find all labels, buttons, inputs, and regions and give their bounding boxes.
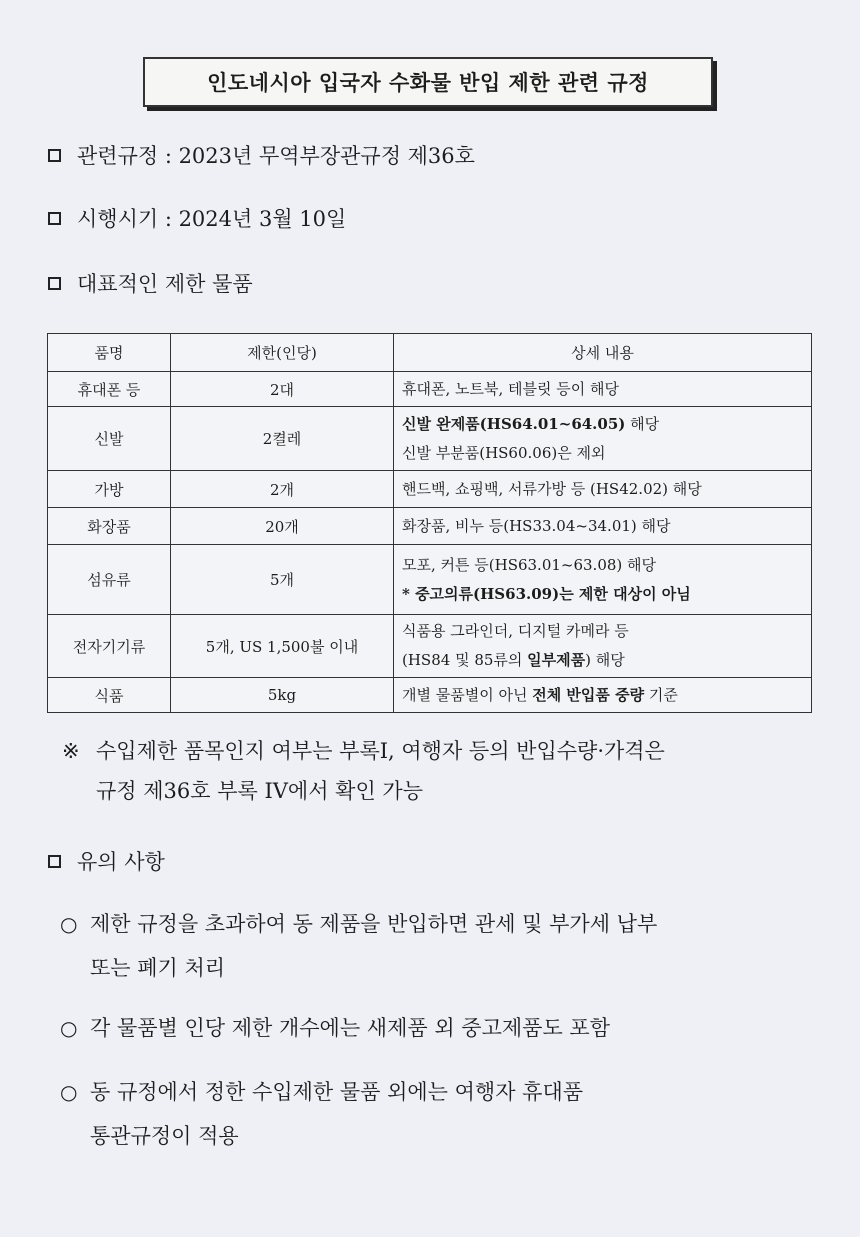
cell-detail: 핸드백, 쇼핑백, 서류가방 등 (HS42.02) 해당 — [394, 471, 812, 508]
cell-limit: 5개, US 1,500불 이내 — [171, 615, 394, 678]
header-item-name: 품명 — [48, 334, 171, 372]
document-title: 인도네시아 입국자 수화물 반입 제한 관련 규정 — [143, 57, 713, 107]
checkbox-square-icon — [48, 855, 61, 868]
reference-note — [62, 731, 802, 811]
caution-line: 동 규정에서 정한 수입제한 물품 외에는 여행자 휴대품 — [90, 1080, 584, 1104]
detail-text: 식품용 그라인더, 디지털 카메라 등 — [402, 622, 629, 640]
caution-item — [60, 902, 810, 990]
effective-date-line — [48, 203, 346, 233]
cell-limit: 5개 — [171, 545, 394, 615]
cell-name: 신발 — [48, 407, 171, 471]
cell-detail — [394, 407, 812, 471]
table-row — [48, 615, 812, 678]
detail-text: 개별 물품별이 아닌 — [402, 685, 533, 704]
circle-bullet-icon: ○ — [60, 912, 78, 936]
table-row — [48, 545, 812, 615]
detail-bold: 일부제품 — [527, 651, 586, 669]
detail-text: 해당 — [625, 414, 660, 433]
cell-name: 식품 — [48, 678, 171, 713]
caution-line: 또는 폐기 처리 — [90, 956, 226, 980]
note-line: 수입제한 품목인지 여부는 부록I, 여행자 등의 반입수량·가격은 — [96, 739, 665, 763]
header-detail: 상세 내용 — [394, 334, 812, 372]
detail-text: 기준 — [644, 685, 678, 704]
detail-text: (HS84 및 85류의 — [402, 651, 528, 669]
cell-limit: 2대 — [171, 372, 394, 407]
caution-line: 각 물품별 인당 제한 개수에는 새제품 외 중고제품도 포함 — [90, 1016, 610, 1040]
cautions-heading-line — [48, 846, 165, 876]
reference-mark-icon: ※ — [62, 739, 80, 763]
circle-bullet-icon: ○ — [60, 1016, 78, 1040]
table-header-row — [48, 334, 812, 372]
checkbox-square-icon — [48, 277, 61, 290]
table-row — [48, 678, 812, 713]
cell-limit: 2개 — [171, 471, 394, 508]
cell-detail — [394, 678, 812, 713]
table-row — [48, 471, 812, 508]
effective-date-text: 시행시기 : 2024년 3월 10일 — [77, 207, 347, 231]
cell-limit: 2켤레 — [171, 407, 394, 471]
cell-detail: 휴대폰, 노트북, 테블릿 등이 해당 — [394, 372, 812, 407]
cell-name: 섬유류 — [48, 545, 171, 615]
detail-text: 모포, 커튼 등(HS63.01~63.08) 해당 — [402, 555, 657, 574]
regulation-line — [48, 140, 475, 170]
detail-bold: * 중고의류(HS63.09)는 제한 대상이 아님 — [402, 584, 691, 603]
table-row — [48, 407, 812, 471]
caution-item — [60, 1006, 810, 1050]
items-heading-text: 대표적인 제한 물품 — [77, 272, 253, 296]
cell-name: 화장품 — [48, 508, 171, 545]
cell-detail — [394, 615, 812, 678]
table-row — [48, 508, 812, 545]
detail-bold: 전체 반입품 중량 — [532, 685, 645, 704]
caution-item — [60, 1070, 810, 1158]
detail-text: 신발 부분품(HS60.06)은 제외 — [402, 443, 606, 462]
cell-limit: 20개 — [171, 508, 394, 545]
caution-line: 제한 규정을 초과하여 동 제품을 반입하면 관세 및 부가세 납부 — [90, 912, 658, 936]
note-line: 규정 제36호 부록 IV에서 확인 가능 — [96, 779, 423, 803]
checkbox-square-icon — [48, 149, 61, 162]
header-limit: 제한(인당) — [171, 334, 394, 372]
cautions-heading-text: 유의 사항 — [77, 850, 165, 874]
checkbox-square-icon — [48, 212, 61, 225]
detail-bold: 신발 완제품(HS64.01~64.05) — [402, 414, 626, 433]
regulation-text: 관련규정 : 2023년 무역부장관규정 제36호 — [77, 144, 475, 168]
cell-name: 전자기기류 — [48, 615, 171, 678]
table-row — [48, 372, 812, 407]
circle-bullet-icon: ○ — [60, 1080, 78, 1104]
cell-limit: 5kg — [171, 678, 394, 713]
cell-name: 가방 — [48, 471, 171, 508]
restricted-items-table — [47, 333, 812, 713]
cell-detail: 화장품, 비누 등(HS33.04~34.01) 해당 — [394, 508, 812, 545]
cell-name: 휴대폰 등 — [48, 372, 171, 407]
cell-detail — [394, 545, 812, 615]
detail-text: ) 해당 — [585, 651, 625, 669]
caution-line: 통관규정이 적용 — [90, 1124, 239, 1148]
items-heading-line — [48, 268, 253, 298]
